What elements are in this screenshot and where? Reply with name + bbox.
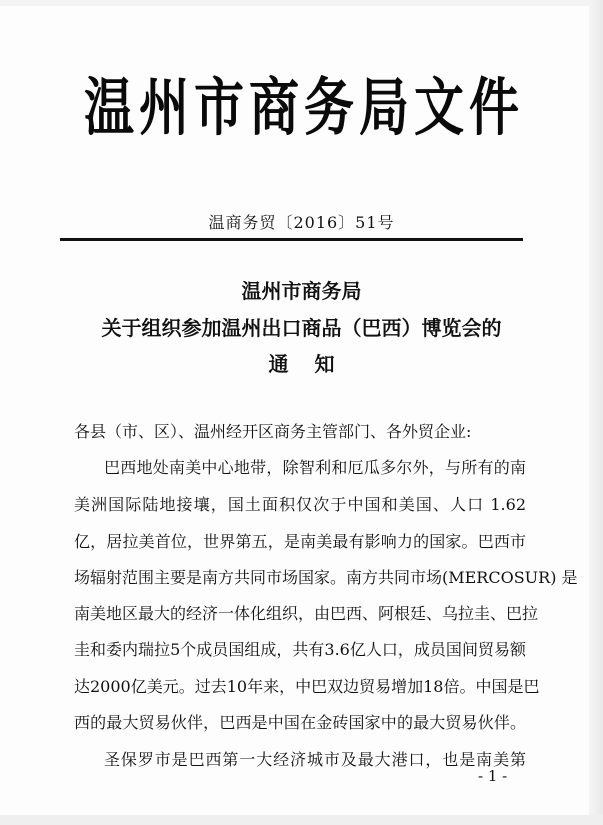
- scan-edge-top: [0, 0, 603, 6]
- paragraph-2-line: 圣保罗市是巴西第一大经济城市及最大港口，也是南美第: [104, 750, 526, 769]
- paragraph-1-line: 南美地区最大的经济一体化组织，由巴西、阿根廷、乌拉圭、巴拉: [74, 604, 539, 623]
- header-divider-line: [60, 238, 523, 241]
- scan-edge-bottom: [0, 815, 603, 825]
- notice-title-line-2: 关于组织参加温州出口商品（巴西）博览会的: [101, 316, 502, 340]
- paragraph-1-line: 西的最大贸易伙伴，巴西是中国在金砖国家中的最大贸易伙伴。: [74, 713, 526, 732]
- paragraph-1-line: 场辐射范围主要是南方共同市场国家。南方共同市场(MERCOSUR) 是: [74, 568, 578, 587]
- paragraph-1-line: 达2000亿美元。过去10年来，中巴双边贸易增加18倍。中国是巴: [74, 677, 540, 696]
- salutation: 各县（市、区）、温州经开区商务主管部门、各外贸企业:: [74, 422, 472, 441]
- paragraph-1-line: 美洲国际陆地接壤，国土面积仅次于中国和美国、人口 1.62: [74, 495, 526, 514]
- notice-title-line-3: 通知: [268, 352, 361, 376]
- paragraph-1-line: 圭和委内瑞拉5个成员国组成，共有3.6亿人口，成员国间贸易额: [74, 640, 526, 659]
- document-number: 温商务贸〔2016〕51号: [208, 213, 395, 232]
- document-header-title: 温州市商务局文件: [84, 71, 524, 144]
- scan-edge-right: [589, 0, 603, 825]
- notice-title-line-1: 温州市商务局: [241, 279, 362, 303]
- paragraph-1-line: 亿，居拉美首位，世界第五，是南美最有影响力的国家。巴西市: [74, 532, 526, 551]
- page-number: - 1 -: [478, 767, 508, 785]
- paragraph-1-line: 巴西地处南美中心地带，除智利和厄瓜多尔外，与所有的南: [104, 458, 526, 477]
